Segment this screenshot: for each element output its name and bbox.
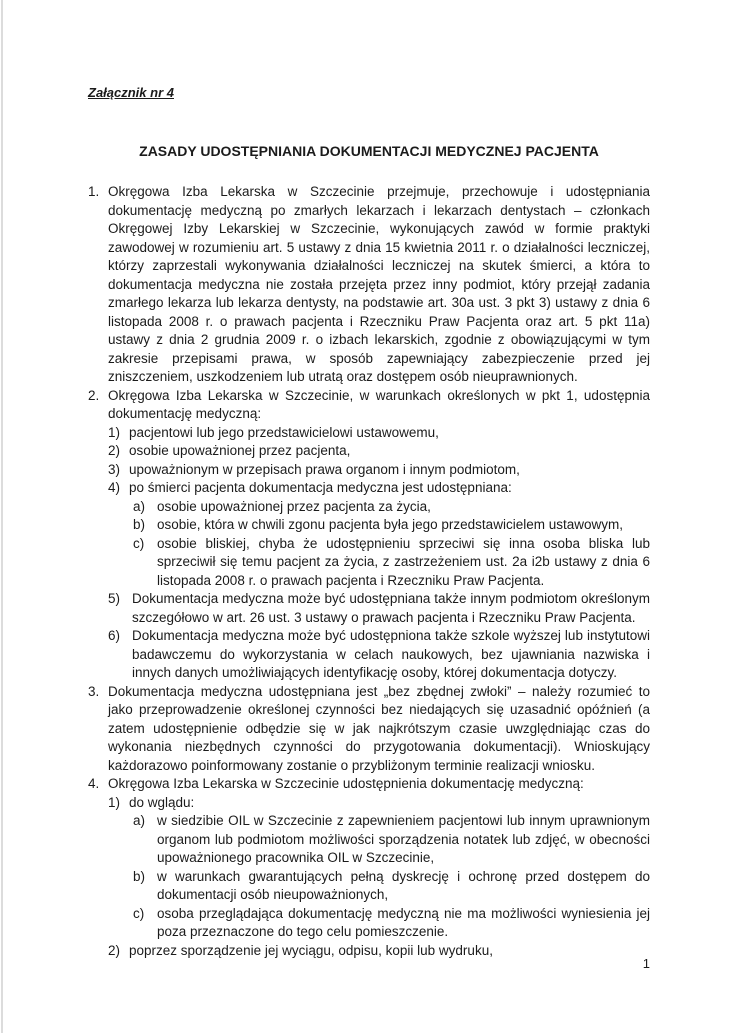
list-item-4-2 [108, 942, 650, 961]
item-text: osobie bliskiej, chyba że udostępnieniu sprzeciwi się inna osoba bliska lub sprzeciwił się temu pacjent za życia, z zastrzeżeniem ust. 2a i2b ustawy z dnia 6 listopada 2008 r. o prawach pacjenta i Rzeczniku Praw Pacjenta. [157, 535, 650, 588]
item-text: osobie upoważnionej przez pacjenta, [129, 443, 351, 458]
item-number: 5) [108, 591, 121, 606]
list-item-2-1 [108, 424, 650, 443]
list-item-2-6 [108, 627, 650, 683]
item-text: Dokumentacja medyczna może być udostępniana także innym podmiotom określonym szczegółowo w art. 26 ust. 3 ustawy o prawach pacjenta i Rzeczniku Praw Pacjenta. [132, 591, 650, 625]
list-item-2-4-a [133, 498, 650, 517]
item-text: Okręgowa Izba Lekarska w Szczecinie przejmuje, przechowuje i udostępniania dokumentację medyczną po zmarłych lekarzach i lekarzach dentystach – członkach Okręgowej Izby Lekarskiej w Szczecinie, wykonujących zawód w formie praktyki zawodowej w rozumieniu art. 5 ustawy z dnia 15 kwietnia 2011 r. o działalności leczniczej, którzy zaprzestali wykonywania działalności leczniczej na skutek śmierci, a która to dokumentacja medyczna nie została przejęta przez inny podmiot, który przejął zadania zmarłego lekarza lub lekarza dentysty, na podstawie art. 30a ust. 3 pkt 3) ustawy z dnia 6 listopada 2008 r. o prawach pacjenta i Rzeczniku Praw Pacjenta oraz art. 5 pkt 11a) ustawy z dnia 2 grudnia 2009 r. o izbach lekarskich, zgodnie z obowiązującymi w tym zakresie przepisami prawa, w sposób zapewniający zabezpieczenie przed jej zniszczeniem, uszkodzeniem lub utratą oraz dostępem osób nieuprawnionych. [108, 184, 650, 384]
list-item-4-1 [108, 794, 650, 942]
page-number: 1 [642, 956, 650, 971]
item-text: w siedzibie OIL w Szczecinie z zapewnieniem pacjentowi lub innym uprawnionym organom lub podmiotom możliwości sporządzenia notatek lub zdjęć, w obecności upoważnionego pracownika OIL w Szczecinie, [157, 813, 650, 865]
item-text: poprzez sporządzenie jej wyciągu, odpisu, kopii lub wydruku, [129, 942, 493, 958]
item-number: 2) [108, 942, 121, 958]
numbered-list [88, 183, 650, 960]
list-item-4-1-c [133, 905, 650, 942]
item-number: 1) [108, 794, 121, 810]
page-title: ZASADY UDOSTĘPNIANIA DOKUMENTACJI MEDYCZNEJ PACJENTA [139, 142, 599, 159]
item-number: b) [133, 868, 146, 884]
list-item-2-4-b [133, 516, 650, 535]
item-number: 4) [108, 480, 121, 495]
item-text: osobie, która w chwili zgonu pacjenta była jego przedstawicielem ustawowym, [157, 517, 623, 532]
item-number: 1. [88, 184, 100, 199]
list-item-1 [88, 183, 650, 387]
item-text: osobie upoważnionej przez pacjenta za życia, [157, 498, 431, 514]
list-item-2-3 [108, 461, 650, 480]
item-text: Dokumentacja medyczna udostępniana jest „bez zbędnej zwłoki” – należy rozumieć to jako przeprowadzenie określonej czynności bez niedających się uzasadnić opóźnień (a zatem udostępnienie odbędzie się w jak najkrótszym czasie uwzględniając czas do wykonania niezbędnych czynności do przygotowania dokumentacji). Wnioskujący każdorazowo poinformowany zostanie o przybliżonym terminie realizacji wniosku. [108, 683, 650, 773]
item-number: 2. [88, 387, 100, 403]
item-number: b) [133, 517, 146, 532]
list-item-2-4 [108, 479, 650, 590]
item-text: do wglądu: [129, 794, 195, 810]
list-item-4-1-b [133, 868, 650, 905]
item-text: osoba przeglądająca dokumentację medyczną nie ma możliwości wyniesienia jej poza przeznaczone do tego celu pomieszczenie. [157, 905, 650, 939]
scan-edge-line [1, 0, 3, 1033]
item-text: po śmierci pacjenta dokumentacja medyczna jest udostępniana: [129, 480, 512, 495]
item-text: upoważnionym w przepisach prawa organom i innym podmiotom, [129, 461, 520, 477]
item-text: w warunkach gwarantujących pełną dyskrecję i ochronę przed dostępem do dokumentacji osób nieupoważnionych, [157, 868, 650, 902]
list-item-3 [88, 683, 650, 776]
document-page [88, 84, 650, 960]
item-text: pacjentowi lub jego przedstawicielowi ustawowemu, [129, 424, 439, 440]
list-item-2-4-c [133, 535, 650, 591]
item-number: 3. [88, 683, 100, 699]
item-number: c) [133, 905, 145, 921]
item-text: Okręgowa Izba Lekarska w Szczecinie, w warunkach określonych w pkt 1, udostępnia dokumentację medyczną: [108, 387, 650, 421]
item-number: 1) [108, 424, 121, 440]
item-number: c) [133, 535, 145, 551]
item-number: 6) [108, 628, 121, 643]
list-item-2-2 [108, 442, 650, 461]
attachment-label: Załącznik nr 4 [88, 85, 174, 100]
item-number: a) [133, 813, 146, 828]
list-item-2 [88, 387, 650, 683]
item-number: 4. [88, 776, 100, 791]
list-item-2-5 [108, 590, 650, 627]
item-text: Dokumentacja medyczna może być udostępniona także szkole wyższej lub instytutowi badawczemu do wykorzystania w celach naukowych, bez ujawniania nazwiska i innych danych umożliwiających identyfikację osoby, której dokumentacja dotyczy. [132, 628, 650, 680]
list-item-4 [88, 775, 650, 960]
item-number: 3) [108, 461, 121, 477]
list-item-4-1-a [133, 812, 650, 868]
item-number: 2) [108, 443, 121, 458]
item-number: a) [133, 498, 146, 514]
item-text: Okręgowa Izba Lekarska w Szczecinie udostępnienia dokumentację medyczną: [108, 776, 584, 791]
